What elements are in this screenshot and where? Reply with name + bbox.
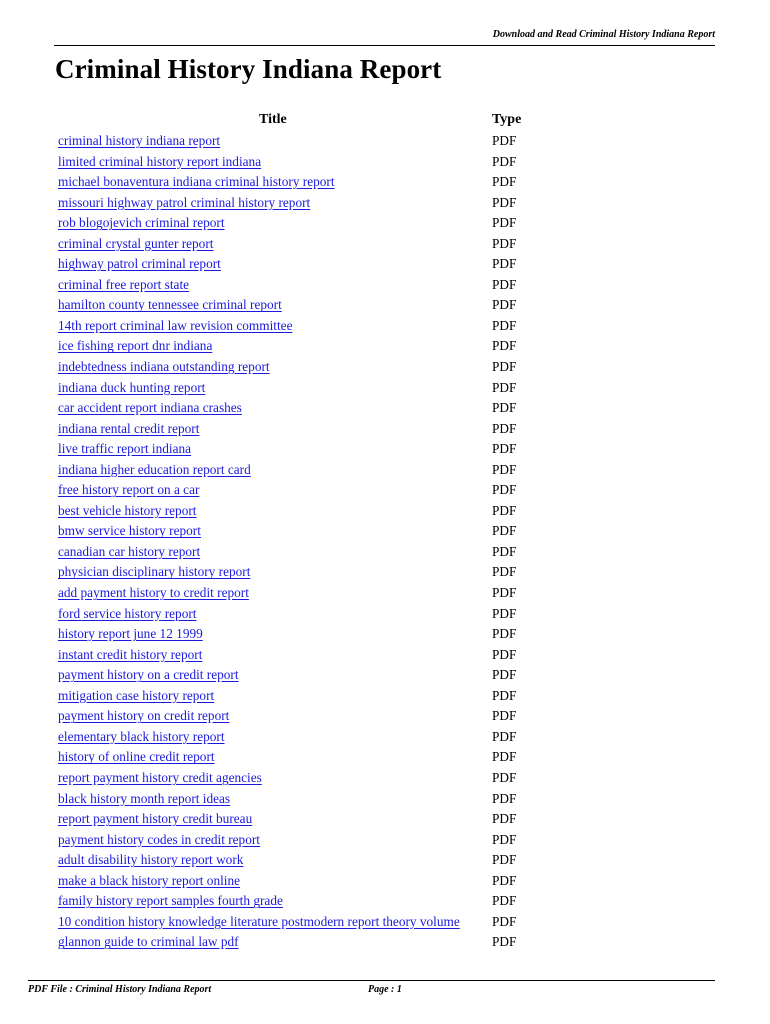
document-link[interactable]: canadian car history report [58, 543, 201, 559]
document-link[interactable]: best vehicle history report [58, 502, 197, 518]
file-type-label: PDF [492, 317, 517, 333]
document-link[interactable]: indebtedness indiana outstanding report [58, 359, 270, 375]
document-link[interactable]: instant credit history report [58, 646, 203, 662]
list-item [58, 357, 538, 378]
list-item [58, 768, 538, 789]
document-link[interactable]: history report june 12 1999 [58, 626, 203, 642]
list-item [58, 131, 538, 152]
document-link[interactable]: missouri highway patrol criminal history report [58, 194, 311, 210]
list-item [58, 891, 538, 912]
document-link[interactable]: payment history on a credit report [58, 667, 239, 683]
document-link[interactable]: indiana rental credit report [58, 420, 200, 436]
page-header [54, 29, 715, 46]
list-item [58, 645, 538, 666]
footer-file-label: PDF File : Criminal History Indiana Report [28, 984, 212, 995]
list-item [58, 706, 538, 727]
list-item [58, 912, 538, 933]
list-item [58, 850, 538, 871]
document-link[interactable]: elementary black history report [58, 728, 225, 744]
list-item [58, 624, 538, 645]
file-type-label: PDF [492, 790, 517, 806]
list-item [58, 234, 538, 255]
file-type-label: PDF [492, 379, 517, 395]
file-type-label: PDF [492, 626, 517, 642]
list-item [58, 336, 538, 357]
document-list [58, 131, 538, 953]
list-item [58, 275, 538, 296]
list-item [58, 378, 538, 399]
document-link[interactable]: 14th report criminal law revision committee [58, 317, 293, 333]
file-type-label: PDF [492, 400, 517, 416]
file-type-label: PDF [492, 769, 517, 785]
document-link[interactable]: criminal history indiana report [58, 133, 221, 148]
document-link[interactable]: ford service history report [58, 605, 197, 621]
document-link[interactable]: payment history codes in credit report [58, 831, 260, 847]
file-type-label: PDF [492, 543, 517, 559]
file-type-label: PDF [492, 893, 517, 909]
file-type-label: PDF [492, 852, 517, 868]
file-type-label: PDF [492, 913, 517, 929]
document-link[interactable]: ice fishing report dnr indiana [58, 338, 213, 354]
file-type-label: PDF [492, 153, 517, 169]
document-link[interactable]: criminal free report state [58, 276, 190, 292]
page-footer [28, 980, 715, 1001]
list-item [58, 152, 538, 173]
list-item [58, 830, 538, 851]
file-type-label: PDF [492, 831, 517, 847]
list-item [58, 439, 538, 460]
document-link[interactable]: 10 condition history knowledge literature postmodern report theory volume [58, 913, 460, 929]
list-item [58, 542, 538, 563]
document-link[interactable]: physician disciplinary history report [58, 564, 251, 580]
document-link[interactable]: history of online credit report [58, 749, 215, 765]
file-type-label: PDF [492, 934, 517, 950]
file-type-label: PDF [492, 420, 517, 436]
file-type-label: PDF [492, 585, 517, 601]
list-item [58, 686, 538, 707]
file-type-label: PDF [492, 276, 517, 292]
file-type-label: PDF [492, 256, 517, 272]
list-item [58, 316, 538, 337]
file-type-label: PDF [492, 728, 517, 744]
list-item [58, 193, 538, 214]
file-type-label: PDF [492, 687, 517, 703]
file-type-label: PDF [492, 194, 517, 210]
file-type-label: PDF [492, 708, 517, 724]
file-type-label: PDF [492, 235, 517, 251]
file-type-label: PDF [492, 749, 517, 765]
file-type-label: PDF [492, 667, 517, 683]
list-item [58, 295, 538, 316]
list-item [58, 398, 538, 419]
file-type-label: PDF [492, 482, 517, 498]
list-item [58, 583, 538, 604]
document-link[interactable]: add payment history to credit report [58, 585, 249, 601]
file-type-label: PDF [492, 523, 517, 539]
file-type-label: PDF [492, 502, 517, 518]
document-link[interactable]: payment history on credit report [58, 708, 230, 724]
file-type-label: PDF [492, 872, 517, 888]
file-type-label: PDF [492, 441, 517, 457]
document-link[interactable]: mitigation case history report [58, 687, 215, 703]
document-link[interactable]: highway patrol criminal report [58, 256, 221, 272]
file-type-label: PDF [492, 215, 517, 231]
document-link[interactable]: glannon guide to criminal law pdf [58, 934, 239, 950]
file-type-label: PDF [492, 811, 517, 827]
type-column-header: Type [492, 112, 522, 127]
document-link[interactable]: make a black history report online [58, 872, 241, 888]
list-item [58, 480, 538, 501]
file-type-label: PDF [492, 297, 517, 313]
list-item [58, 419, 538, 440]
list-item [58, 521, 538, 542]
list-item [58, 747, 538, 768]
document-link[interactable]: indiana higher education report card [58, 461, 251, 477]
list-item [58, 932, 538, 953]
file-type-label: PDF [492, 605, 517, 621]
document-link[interactable]: michael bonaventura indiana criminal history report [58, 174, 335, 190]
document-link[interactable]: free history report on a car [58, 482, 200, 498]
file-type-label: PDF [492, 174, 517, 190]
document-link[interactable]: limited criminal history report indiana [58, 153, 262, 169]
list-item [58, 254, 538, 275]
file-type-label: PDF [492, 338, 517, 354]
document-title: Criminal History Indiana Report [55, 54, 442, 84]
list-item [58, 501, 538, 522]
list-item [58, 213, 538, 234]
document-link[interactable]: family history report samples fourth grade [58, 893, 283, 909]
list-item [58, 871, 538, 892]
list-item [58, 665, 538, 686]
file-type-label: PDF [492, 564, 517, 580]
document-link[interactable]: black history month report ideas [58, 790, 231, 806]
title-column-header: Title [259, 112, 287, 127]
list-item [58, 460, 538, 481]
document-link[interactable]: hamilton county tennessee criminal report [58, 297, 282, 313]
footer-page-number: Page : 1 [368, 984, 402, 995]
file-type-label: PDF [492, 646, 517, 662]
document-link[interactable]: adult disability history report work [58, 852, 244, 868]
file-type-label: PDF [492, 359, 517, 375]
running-header-title: Download and Read Criminal History Indiana Report [492, 29, 715, 40]
document-link[interactable]: bmw service history report [58, 523, 201, 539]
file-type-label: PDF [492, 133, 517, 148]
list-item [58, 172, 538, 193]
document-link[interactable]: car accident report indiana crashes [58, 400, 242, 416]
list-item [58, 562, 538, 583]
document-link[interactable]: report payment history credit bureau [58, 811, 253, 827]
list-item [58, 809, 538, 830]
list-item [58, 604, 538, 625]
document-link[interactable]: report payment history credit agencies [58, 769, 262, 785]
file-type-label: PDF [492, 461, 517, 477]
document-link[interactable]: indiana duck hunting report [58, 379, 206, 395]
document-link[interactable]: live traffic report indiana [58, 441, 192, 457]
list-item [58, 727, 538, 748]
list-item [58, 789, 538, 810]
document-link[interactable]: criminal crystal gunter report [58, 235, 214, 251]
document-link[interactable]: rob blogojevich criminal report [58, 215, 225, 231]
